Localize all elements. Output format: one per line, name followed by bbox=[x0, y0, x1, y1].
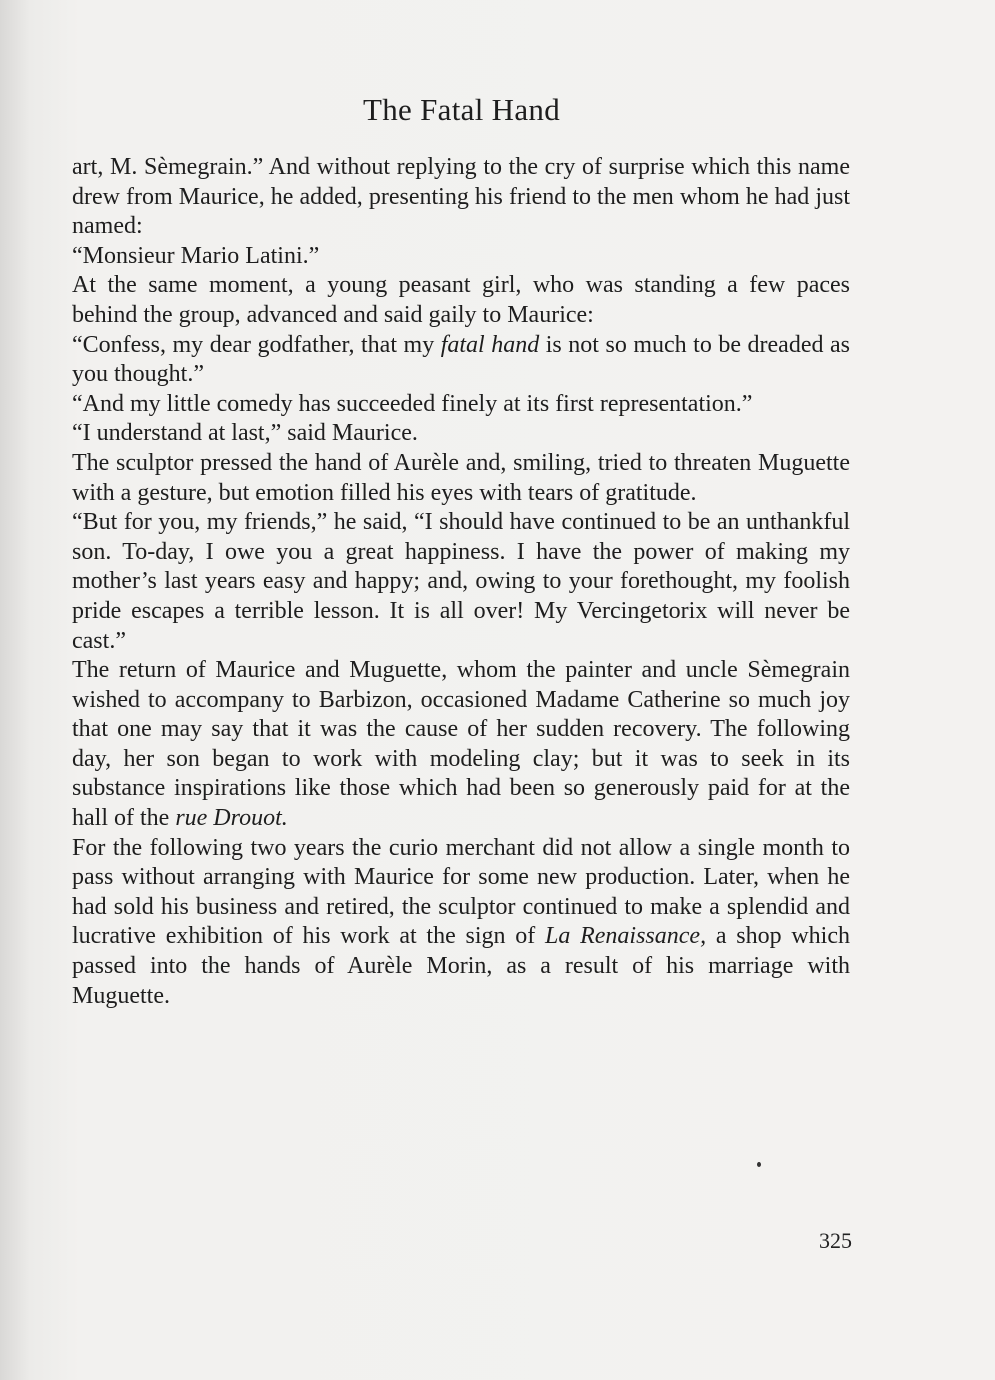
paragraph bbox=[72, 508, 850, 656]
text-run: “But for you, my friends,” he said, “I should have continued to be an unthankful son. To-day, I owe you a great happiness. I have the power of making my mother’s last years easy and happy; and, owing to your forethought, my foolish pride escapes a terrible lesson. It is all over! My Vercingetorix will never be cast.” bbox=[72, 509, 850, 654]
text-run: “Monsieur Mario Latini.” bbox=[72, 242, 320, 269]
italic-text: rue Drouot. bbox=[175, 805, 288, 832]
body-text bbox=[72, 153, 850, 1011]
paragraph bbox=[72, 390, 850, 420]
paragraph bbox=[72, 656, 850, 834]
text-run: At the same moment, a young peasant girl, who was standing a few paces behind the group, advanced and said gaily to Maurice: bbox=[72, 272, 850, 328]
paragraph bbox=[72, 419, 850, 449]
paragraph bbox=[72, 153, 850, 242]
paragraph bbox=[72, 449, 850, 508]
text-run: For the following two years the curio merchant did not allow a single month to pass without arranging with Maurice for some new production. Later, when he had sold his business and retired, the sculptor continued to make a splendid and lucrative exhibition of his work at the sign of bbox=[72, 834, 850, 950]
page-number: 325 bbox=[819, 1228, 852, 1253]
text-run: The return of Maurice and Muguette, whom the painter and uncle Sèmegrain wished to accompany to Barbizon, occasioned Madame Catherine so much joy that one may say that it was the cause of her sudden recovery. The following day, her son began to work with modeling clay; but it was to seek in its substance inspirations like those which had been so generously paid for at the hall of the bbox=[72, 657, 850, 832]
text-run: “I understand at last,” said Maurice. bbox=[72, 420, 418, 447]
paragraph bbox=[72, 271, 850, 330]
paragraph bbox=[72, 242, 850, 272]
paragraph bbox=[72, 834, 850, 1012]
ink-speck bbox=[757, 1162, 761, 1167]
text-run: a shop which passed into the hands of Aurèle Morin, as a result of his marriage with Muguette. bbox=[72, 923, 850, 1009]
text-run: The sculptor pressed the hand of Aurèle and, smiling, tried to threaten Muguette with a gesture, but emotion filled his eyes with tears of gratitude. bbox=[72, 449, 850, 506]
italic-text: fatal hand bbox=[440, 331, 540, 358]
text-run: is not so much to be dreaded as you thought.” bbox=[72, 331, 850, 388]
italic-text: La Renaissance, bbox=[545, 923, 707, 950]
running-head-title: The Fatal Hand bbox=[362, 92, 561, 127]
text-run: “And my little comedy has succeeded finely at its first representation.” bbox=[72, 390, 753, 417]
paragraph bbox=[72, 331, 850, 390]
text-run: “Confess, my dear godfather, that my bbox=[72, 331, 441, 358]
text-run: art, M. Sèmegrain.” And without replying to the cry of surprise which this name drew from Maurice, he added, presenting his friend to the men whom he had just named: bbox=[72, 154, 850, 240]
